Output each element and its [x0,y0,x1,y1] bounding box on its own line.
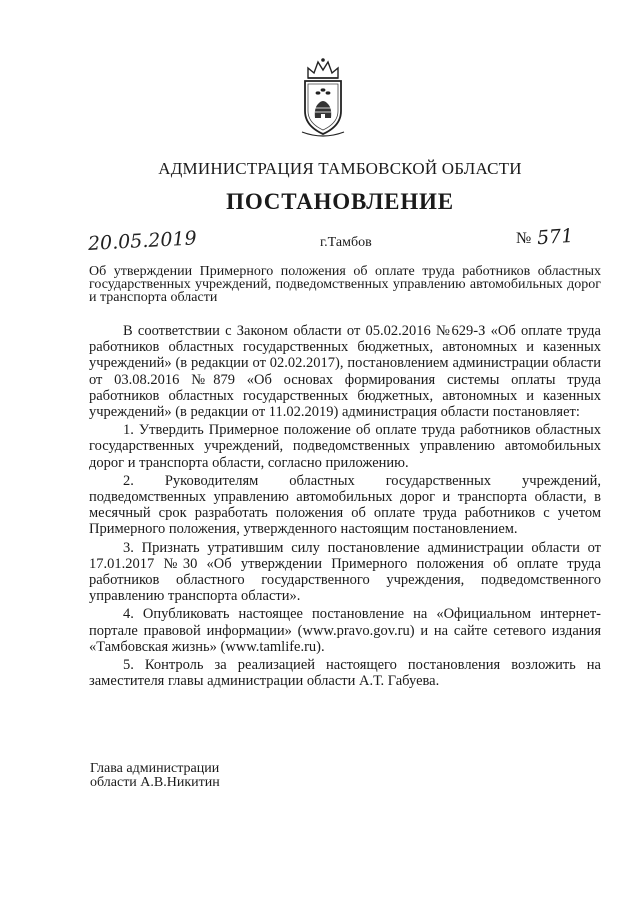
clause-paragraph: 2. Руководителям областных государственных учреждений, подведомственных управлению автомобильных дорог и транспорта области, в месячный срок разработать положения об оплате труда работников с учетом Примерного положения, утвержденного настоящим постановлением. [89,472,601,538]
signature-name: области А.В.Никитин [90,775,220,790]
document-subject: Об утверждении Примерного положения об оплате труда работников областных государственных учреждений, подведомственных управлению автомобильных дорог и транспорта области [89,264,601,305]
organization-title: АДМИНИСТРАЦИЯ ТАМБОВСКОЙ ОБЛАСТИ [158,159,522,178]
document-body [89,323,601,689]
document-number [516,226,574,248]
number-value: 571 [536,224,575,250]
signature-block [90,762,220,790]
document-city: г.Тамбов [320,235,372,250]
clause-paragraph: 5. Контроль за реализацией настоящего постановления возложить на заместителя главы администрации области А.Т. Габуева. [89,657,601,690]
clause-paragraph: 4. Опубликовать настоящее постановление на «Официальном интернет-портале правовой информации» (www.pravo.gov.ru) и на сайте сетевого издания «Тамбовская жизнь» (www.tamlife.ru). [89,606,601,655]
clause-paragraph: 3. Признать утратившим силу постановление администрации области от 17.01.2017 №30 «Об утверждении Примерного положения об оплате труда работников областного государственного учреждения, подведомственного управлению транспорта области». [89,539,601,605]
preamble-paragraph: В соответствии с Законом области от 05.02.2016 №629-З «Об оплате труда работников областных государственных бюджетных, автономных и казенных учреждений» (в редакции от 02.02.2017), постановлением администрации области от 03.08.2016 №879 «Об основах формирования системы оплаты труда работников областных государственных бюджетных, автономных и казенных учреждений» (в редакции от 11.02.2019) администрация области постановляет: [89,323,601,421]
coat-of-arms-icon [296,56,350,138]
clause-paragraph: 1. Утвердить Примерное положение об оплате труда работников областных государственных учреждений, подведомственных управлению автомобильных дорог и транспорта области, согласно приложению. [89,422,601,471]
signature-title: Глава администрации [90,761,220,776]
document-type-title: ПОСТАНОВЛЕНИЕ [226,189,454,214]
number-sign: № [516,230,532,247]
document-date: 20.05.2019 [87,227,198,255]
